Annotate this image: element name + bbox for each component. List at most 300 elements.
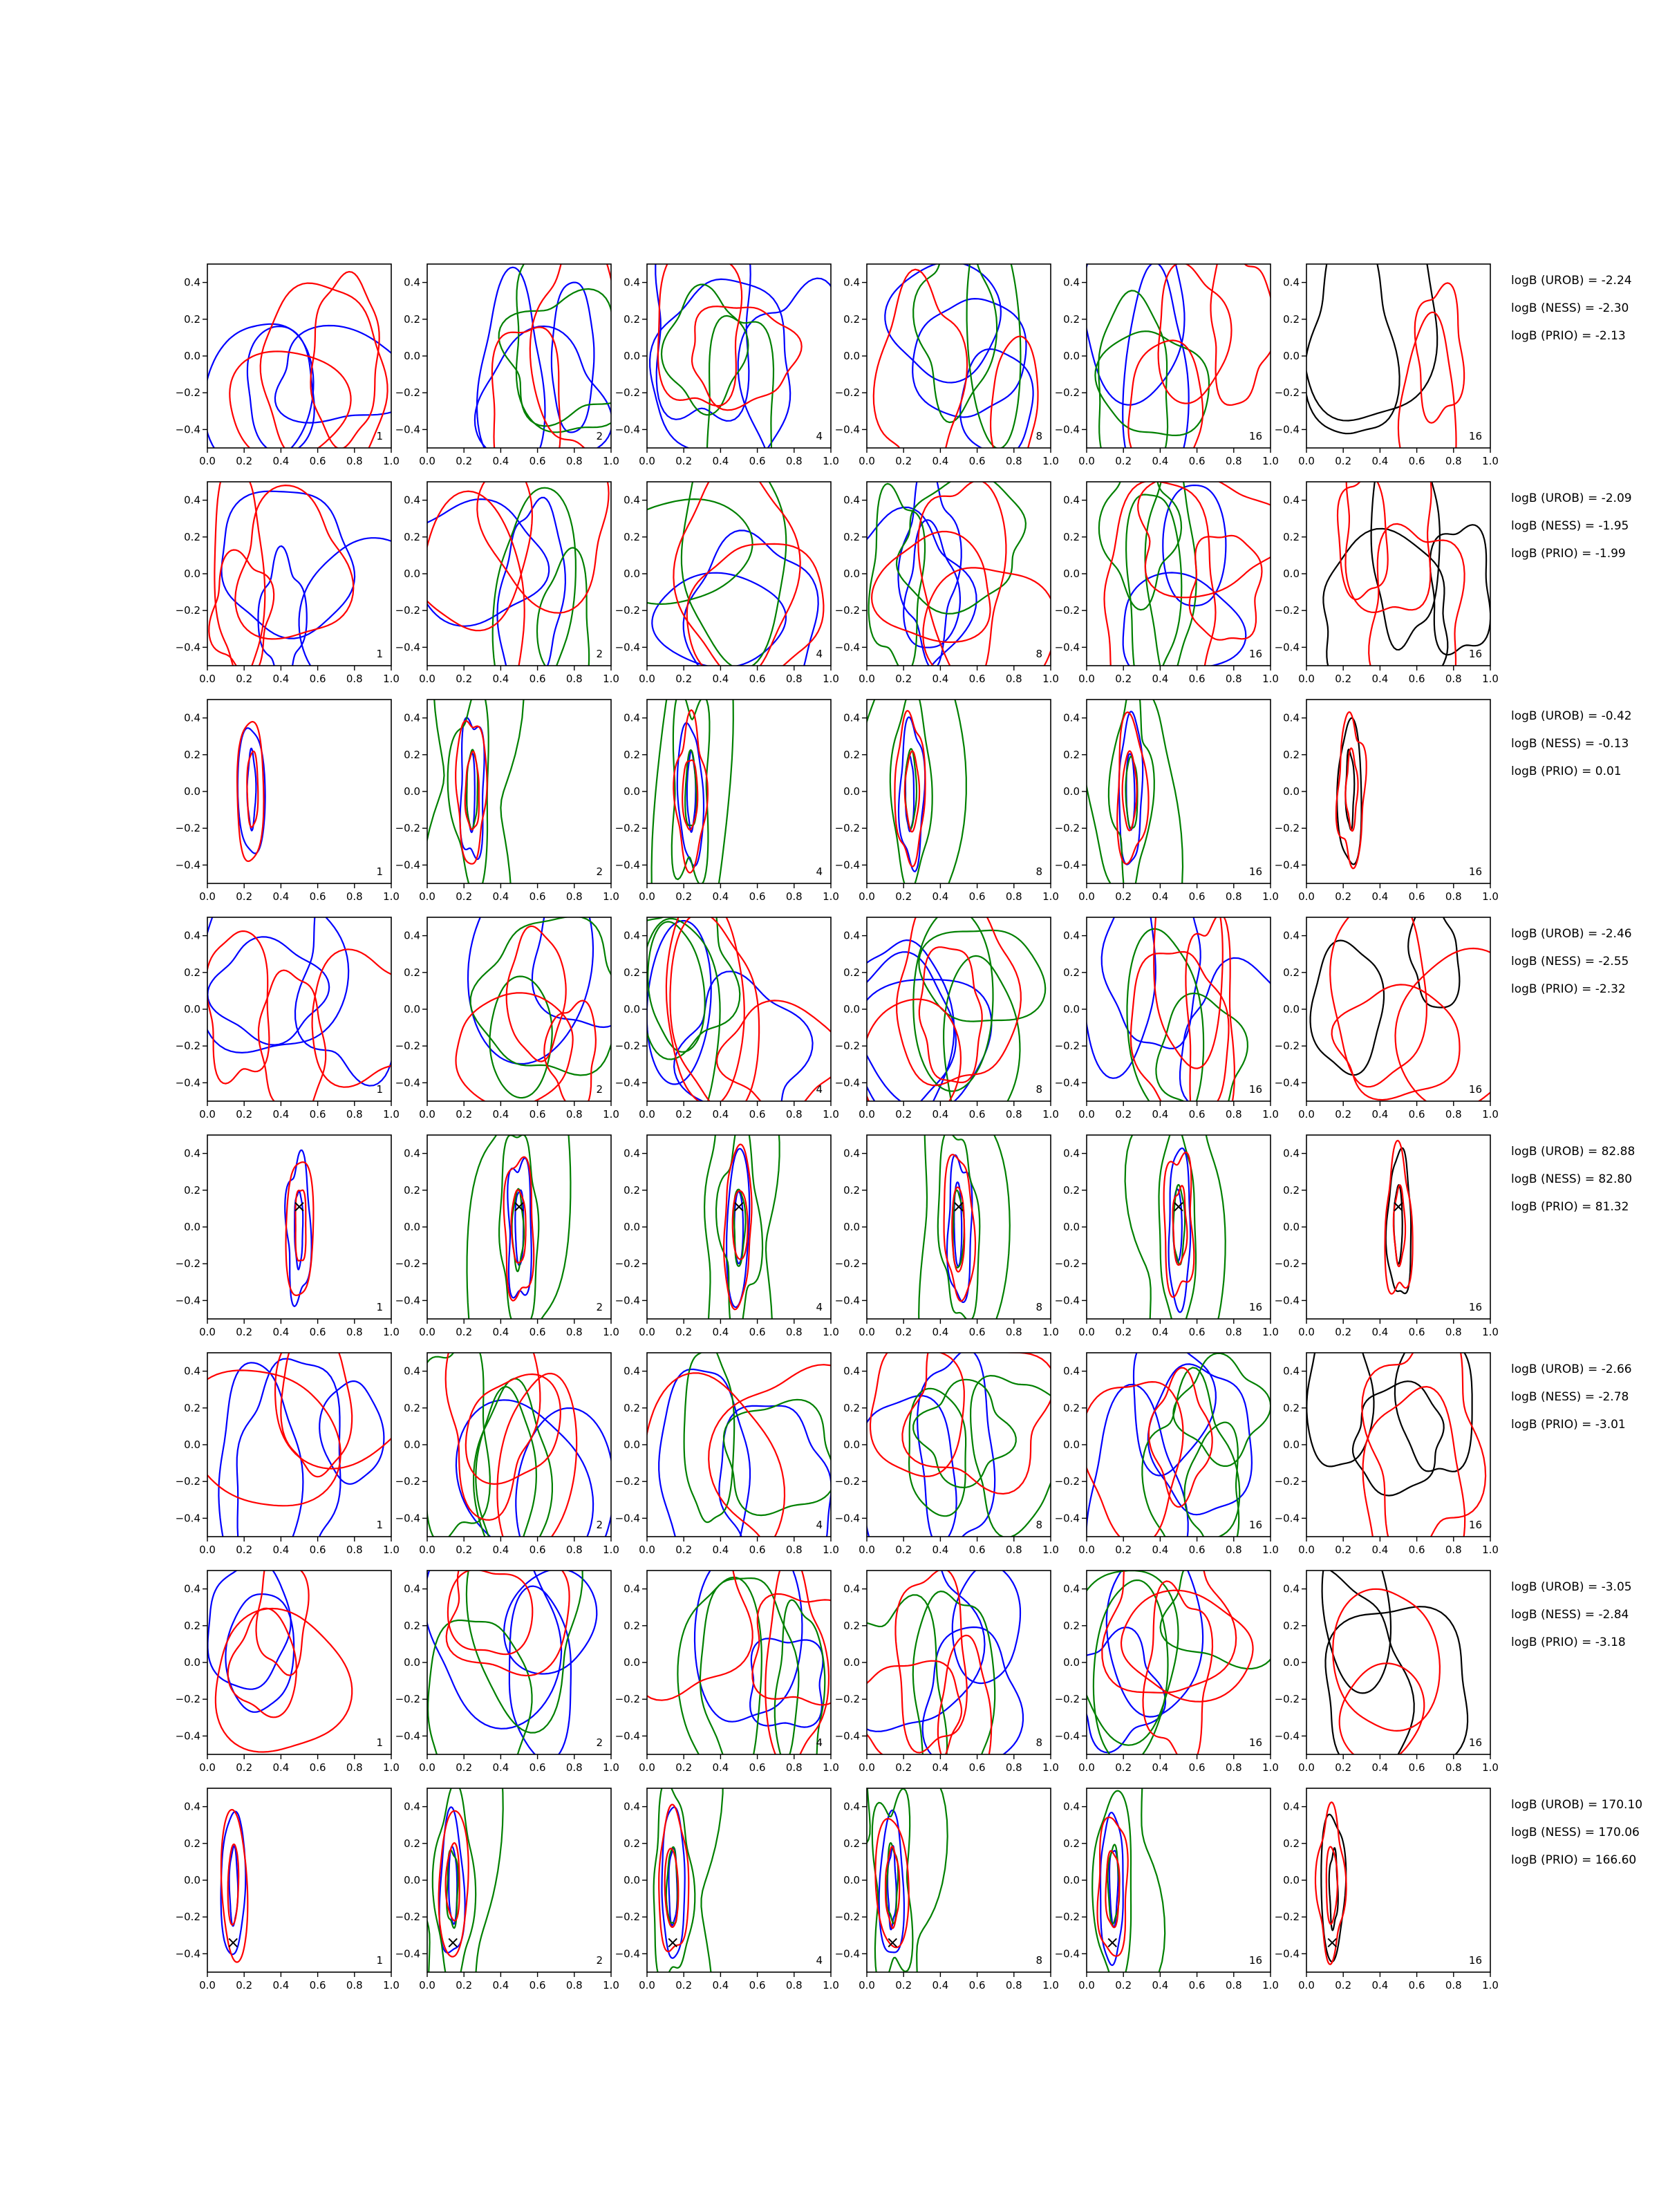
- x-tick-label: 0.6: [529, 673, 546, 685]
- y-tick-label: 0.0: [404, 568, 420, 580]
- x-tick-label: 0.4: [492, 890, 509, 903]
- x-tick-label: 0.0: [1298, 1108, 1315, 1121]
- y-tick-label: 0.0: [1283, 1221, 1300, 1233]
- x-tick-label: 0.8: [1005, 1544, 1022, 1556]
- y-tick-label: 0.4: [1283, 1582, 1300, 1595]
- contours-r5-c2: [467, 1058, 571, 1396]
- y-tick-label: −0.2: [175, 1911, 200, 1924]
- true-point-marker: [1328, 1938, 1336, 1947]
- contour-2-2: [1315, 1802, 1347, 1965]
- y-tick-label: −0.2: [615, 1040, 640, 1053]
- y-tick-label: 0.4: [843, 1147, 860, 1160]
- contour-2-2: [1127, 929, 1204, 1127]
- y-tick-label: 0.4: [624, 929, 640, 942]
- x-tick-label: 0.6: [309, 890, 326, 903]
- logb-annotation: logB (PRIO) = -2.32: [1511, 982, 1626, 996]
- y-tick-label: −0.2: [1274, 1257, 1300, 1271]
- x-tick-label: 1.0: [1262, 455, 1279, 467]
- x-tick-label: 0.6: [309, 1979, 326, 1991]
- y-tick-label: 0.4: [624, 1582, 640, 1595]
- contour-1-2: [647, 921, 711, 1085]
- x-tick-label: 0.0: [1078, 1979, 1095, 1991]
- y-tick-label: 0.2: [843, 1619, 860, 1632]
- y-tick-label: 0.4: [404, 494, 420, 507]
- panel-r8-c3: [615, 1696, 839, 2074]
- y-tick-label: 0.0: [1063, 1874, 1080, 1886]
- panel-r3-c6: [1275, 700, 1499, 903]
- y-tick-label: −0.2: [1274, 1040, 1300, 1053]
- contours-r8-c6: [1315, 1802, 1347, 1965]
- x-tick-label: 0.4: [712, 455, 729, 467]
- x-tick-label: 0.6: [749, 890, 766, 903]
- contour-2-3: [1125, 1013, 1226, 1427]
- x-tick-label: 0.8: [565, 890, 583, 903]
- panel-iteration-label: 16: [1468, 1954, 1482, 1967]
- x-tick-label: 0.0: [859, 1326, 875, 1338]
- logb-annotation: logB (PRIO) = 166.60: [1511, 1853, 1637, 1867]
- logb-annotation: logB (PRIO) = -3.18: [1511, 1635, 1626, 1649]
- y-tick-label: 0.0: [404, 1656, 420, 1669]
- y-tick-label: −0.4: [615, 1730, 640, 1743]
- x-tick-label: 1.0: [383, 1108, 400, 1121]
- x-tick-label: 0.4: [932, 890, 949, 903]
- y-tick-label: 0.4: [184, 1800, 200, 1813]
- y-tick-label: 0.2: [404, 1401, 420, 1414]
- y-tick-label: 0.4: [843, 1582, 860, 1595]
- x-tick-label: 1.0: [1042, 1761, 1059, 1774]
- x-tick-label: 0.8: [1005, 890, 1022, 903]
- y-tick-label: 0.4: [1283, 1800, 1300, 1813]
- panel-r7-c4: [835, 1524, 1059, 1817]
- x-tick-label: 0.4: [712, 673, 729, 685]
- panel-iteration-label: 1: [376, 1301, 383, 1313]
- x-tick-label: 0.2: [1115, 1761, 1132, 1774]
- contour-1-2: [1321, 1815, 1346, 1962]
- x-tick-label: 1.0: [1482, 1326, 1499, 1338]
- x-tick-label: 0.4: [272, 1544, 290, 1556]
- x-tick-label: 0.4: [492, 455, 509, 467]
- contour-1-1: [1394, 1185, 1402, 1264]
- y-tick-label: −0.4: [1054, 1512, 1080, 1525]
- x-tick-label: 0.6: [529, 1761, 546, 1774]
- y-tick-label: −0.2: [1274, 1475, 1300, 1488]
- y-tick-label: −0.2: [1054, 1475, 1080, 1488]
- y-tick-label: −0.2: [1274, 386, 1300, 400]
- y-tick-label: 0.2: [624, 1837, 640, 1850]
- x-tick-label: 0.2: [236, 1761, 253, 1774]
- x-tick-label: 0.2: [675, 1326, 693, 1338]
- y-tick-label: −0.2: [175, 1475, 200, 1488]
- y-tick-label: 0.2: [404, 1183, 420, 1197]
- contour-1-1: [1263, 1566, 1414, 1794]
- panel-r5-c3: [615, 990, 839, 1449]
- contour-2-2: [1340, 1663, 1425, 1763]
- contours-r1-c2: [475, 225, 635, 480]
- y-tick-label: 0.0: [843, 1221, 860, 1233]
- contours-r4-c6: [1311, 891, 1530, 1110]
- x-tick-label: 0.2: [456, 1326, 473, 1338]
- x-tick-label: 1.0: [1262, 1761, 1279, 1774]
- x-tick-label: 0.6: [1188, 1761, 1206, 1774]
- panel-r3-c1: [176, 700, 400, 903]
- x-tick-label: 1.0: [603, 673, 619, 685]
- x-tick-label: 0.0: [199, 1979, 216, 1991]
- y-tick-label: 0.0: [404, 1003, 420, 1015]
- y-tick-label: −0.2: [1054, 1040, 1080, 1053]
- contour-1-1: [222, 491, 355, 639]
- x-tick-label: 1.0: [603, 1108, 619, 1121]
- x-tick-label: 0.0: [1078, 1761, 1095, 1774]
- y-tick-label: −0.4: [615, 1947, 640, 1960]
- y-tick-label: 0.0: [624, 350, 640, 362]
- panel-r8-c2: [395, 1723, 619, 2117]
- panel-iteration-label: 1: [376, 1736, 383, 1749]
- y-tick-label: 0.0: [1283, 1874, 1300, 1886]
- x-tick-label: 0.4: [932, 1544, 949, 1556]
- y-tick-label: 0.4: [843, 494, 860, 507]
- y-tick-label: −0.4: [395, 1076, 420, 1089]
- y-tick-label: 0.2: [184, 1837, 200, 1850]
- y-tick-label: 0.4: [1283, 494, 1300, 507]
- x-tick-label: 0.0: [1298, 1544, 1315, 1556]
- y-tick-label: 0.0: [184, 1656, 200, 1669]
- y-tick-label: −0.2: [175, 1040, 200, 1053]
- contour-3-1: [918, 480, 1006, 687]
- panel-r5-c1: [176, 1135, 400, 1338]
- y-tick-label: 0.0: [843, 350, 860, 362]
- x-tick-label: 0.4: [712, 1979, 729, 1991]
- x-tick-label: 1.0: [1042, 673, 1059, 685]
- y-tick-label: 0.0: [184, 1003, 200, 1015]
- contour-1-1: [295, 874, 415, 1086]
- contour-3-1: [497, 1374, 577, 1562]
- y-tick-label: 0.0: [624, 568, 640, 580]
- contours-r2-c2: [397, 430, 609, 742]
- x-tick-label: 0.4: [1371, 1544, 1389, 1556]
- y-tick-label: −0.2: [1054, 1693, 1080, 1706]
- contour-3-3: [923, 568, 1056, 689]
- x-tick-label: 1.0: [823, 1326, 839, 1338]
- x-tick-label: 0.6: [968, 455, 986, 467]
- x-tick-label: 0.8: [785, 1326, 803, 1338]
- x-tick-label: 0.6: [968, 1544, 986, 1556]
- x-tick-label: 0.6: [529, 1979, 546, 1991]
- panel-r7-c2: [395, 1522, 619, 1809]
- axes-frame: [1087, 264, 1271, 448]
- x-tick-label: 0.8: [565, 1108, 583, 1121]
- y-tick-label: 0.4: [843, 276, 860, 289]
- logb-annotation: logB (NESS) = -0.13: [1511, 737, 1629, 751]
- x-tick-label: 0.6: [968, 890, 986, 903]
- panel-r3-c2: [395, 613, 619, 971]
- x-tick-label: 1.0: [603, 455, 619, 467]
- y-tick-label: −0.4: [175, 1512, 200, 1525]
- x-tick-label: 0.4: [1152, 890, 1169, 903]
- x-tick-label: 0.8: [1445, 1761, 1462, 1774]
- contour-2-1: [919, 930, 1045, 1022]
- contour-1-1: [899, 460, 962, 669]
- x-tick-label: 0.4: [1371, 673, 1389, 685]
- contours-r8-c3: [632, 1696, 723, 2074]
- y-tick-label: 0.4: [624, 1147, 640, 1160]
- y-tick-label: −0.4: [175, 859, 200, 872]
- x-tick-label: 0.0: [419, 1979, 435, 1991]
- x-tick-label: 0.8: [565, 1326, 583, 1338]
- y-tick-label: 0.4: [1063, 1147, 1080, 1160]
- contours-r8-c1: [221, 1810, 248, 1962]
- x-tick-label: 0.8: [1225, 1326, 1242, 1338]
- contour-1-1: [1346, 749, 1355, 830]
- y-tick-label: −0.4: [395, 1730, 420, 1743]
- y-tick-label: 0.0: [1283, 1438, 1300, 1451]
- contour-1-1: [923, 1627, 1023, 1772]
- x-tick-label: 0.2: [236, 455, 253, 467]
- x-tick-label: 0.0: [199, 1761, 216, 1774]
- axes-frame: [207, 700, 391, 883]
- y-tick-label: 0.0: [404, 1438, 420, 1451]
- x-tick-label: 0.0: [639, 1761, 655, 1774]
- panel-r4-c3: [615, 890, 843, 1138]
- x-tick-label: 0.4: [1371, 890, 1389, 903]
- y-tick-label: −0.2: [395, 1257, 420, 1271]
- contours-r2-c1: [209, 467, 424, 690]
- contour-2-3: [626, 890, 740, 1060]
- y-tick-label: −0.2: [1054, 386, 1080, 400]
- contour-1-1: [275, 326, 415, 423]
- x-tick-label: 0.0: [419, 890, 435, 903]
- x-tick-label: 0.0: [859, 1544, 875, 1556]
- x-tick-label: 0.6: [749, 1326, 766, 1338]
- x-tick-label: 0.2: [895, 1979, 912, 1991]
- panel-r1-c3: [615, 221, 842, 506]
- contour-2-3: [467, 1058, 571, 1396]
- x-tick-label: 0.8: [1225, 1979, 1242, 1991]
- contour-1-2: [218, 1362, 303, 1576]
- x-tick-label: 0.6: [749, 455, 766, 467]
- x-tick-label: 0.4: [932, 1979, 949, 1991]
- contour-2-2: [428, 1620, 532, 1809]
- panel-iteration-label: 16: [1248, 648, 1262, 660]
- contour-1-3: [247, 326, 315, 453]
- y-tick-label: 0.2: [843, 748, 860, 761]
- y-tick-label: 0.2: [404, 1837, 420, 1850]
- y-tick-label: 0.4: [624, 711, 640, 724]
- x-tick-label: 0.6: [749, 1761, 766, 1774]
- x-tick-label: 0.0: [1078, 673, 1095, 685]
- x-tick-label: 0.0: [859, 1979, 875, 1991]
- panel-iteration-label: 16: [1248, 1301, 1262, 1313]
- y-tick-label: 0.0: [843, 1656, 860, 1669]
- y-tick-label: −0.4: [615, 1076, 640, 1089]
- y-tick-label: 0.4: [1063, 494, 1080, 507]
- contours-r1-c1: [204, 272, 415, 474]
- y-tick-label: −0.4: [1054, 423, 1080, 436]
- y-tick-label: 0.2: [843, 1401, 860, 1414]
- y-tick-label: 0.2: [184, 1401, 200, 1414]
- y-tick-label: 0.4: [1063, 711, 1080, 724]
- x-tick-label: 0.8: [1225, 1761, 1242, 1774]
- x-tick-label: 0.6: [309, 1761, 326, 1774]
- x-tick-label: 0.8: [1225, 1544, 1242, 1556]
- x-tick-label: 0.6: [1188, 1326, 1206, 1338]
- contour-1-1: [1304, 228, 1399, 433]
- y-tick-label: 0.0: [1063, 1003, 1080, 1015]
- y-tick-label: −0.4: [834, 1947, 860, 1960]
- x-tick-label: 0.0: [199, 1544, 216, 1556]
- panel-r6-c3: [615, 1347, 864, 1597]
- y-tick-label: 0.0: [1283, 350, 1300, 362]
- logb-annotation: logB (PRIO) = -3.01: [1511, 1418, 1626, 1432]
- x-tick-label: 0.2: [456, 673, 473, 685]
- x-tick-label: 0.4: [272, 1326, 290, 1338]
- x-tick-label: 0.4: [712, 1326, 729, 1338]
- y-tick-label: −0.4: [175, 1294, 200, 1307]
- logb-annotation: logB (NESS) = -2.30: [1511, 301, 1629, 315]
- panel-iteration-label: 16: [1248, 1736, 1262, 1749]
- y-tick-label: 0.2: [1283, 1837, 1300, 1850]
- x-tick-label: 0.8: [565, 1761, 583, 1774]
- contour-3-2: [671, 913, 760, 1114]
- panel-iteration-label: 8: [1035, 1736, 1042, 1749]
- y-tick-label: −0.4: [834, 423, 860, 436]
- y-tick-label: −0.2: [1274, 604, 1300, 617]
- contour-1-1: [1107, 1543, 1203, 1716]
- x-tick-label: 0.2: [236, 1979, 253, 1991]
- y-tick-label: 0.2: [1283, 312, 1300, 326]
- x-tick-label: 0.6: [968, 673, 986, 685]
- panel-r6-c1: [176, 1322, 417, 1586]
- y-tick-label: 0.4: [624, 276, 640, 289]
- panel-r6-c6: [1275, 1318, 1499, 1604]
- contours-r2-c5: [1099, 445, 1293, 731]
- x-tick-label: 1.0: [603, 1544, 619, 1556]
- contours-r7-c1: [208, 1550, 353, 1752]
- y-tick-label: 0.4: [184, 494, 200, 507]
- panel-iteration-label: 4: [816, 430, 823, 442]
- x-tick-label: 0.2: [236, 1326, 253, 1338]
- panel-iteration-label: 8: [1035, 865, 1042, 878]
- contour-1-2: [1067, 1627, 1165, 1752]
- y-tick-label: 0.0: [624, 1003, 640, 1015]
- panel-r4-c6: [1275, 891, 1530, 1121]
- y-tick-label: 0.0: [843, 1003, 860, 1015]
- y-tick-label: −0.2: [615, 604, 640, 617]
- x-tick-label: 0.2: [675, 1979, 693, 1991]
- x-tick-label: 0.0: [859, 1108, 875, 1121]
- y-tick-label: 0.0: [1063, 785, 1080, 798]
- x-tick-label: 1.0: [1482, 1979, 1499, 1991]
- panel-r5-c6: [1275, 1135, 1499, 1338]
- panel-r7-c6: [1263, 1525, 1499, 1794]
- logb-annotation: logB (UROB) = -3.05: [1511, 1580, 1632, 1594]
- y-tick-label: 0.0: [843, 1874, 860, 1886]
- x-tick-label: 1.0: [823, 890, 839, 903]
- y-tick-label: 0.2: [184, 1619, 200, 1632]
- contour-1-2: [1080, 854, 1156, 1078]
- x-tick-label: 0.6: [968, 1326, 986, 1338]
- x-tick-label: 0.6: [1408, 1108, 1425, 1121]
- logb-annotation: logB (UROB) = -2.24: [1511, 274, 1632, 288]
- x-tick-label: 0.6: [1188, 1544, 1206, 1556]
- y-tick-label: −0.2: [834, 1693, 860, 1706]
- panel-iteration-label: 2: [596, 430, 603, 442]
- contour-1-2: [1326, 1606, 1468, 1775]
- axes-frame: [647, 482, 831, 666]
- y-tick-label: −0.4: [834, 1294, 860, 1307]
- contour-1-3: [1353, 1381, 1444, 1495]
- panel-iteration-label: 16: [1468, 1519, 1482, 1531]
- x-tick-label: 0.2: [895, 1108, 912, 1121]
- x-tick-label: 0.6: [529, 455, 546, 467]
- y-tick-label: 0.4: [184, 1147, 200, 1160]
- y-tick-label: −0.2: [395, 822, 420, 835]
- x-tick-label: 0.0: [199, 673, 216, 685]
- x-tick-label: 0.8: [346, 455, 363, 467]
- x-tick-label: 0.2: [675, 1761, 693, 1774]
- x-tick-label: 0.0: [199, 1108, 216, 1121]
- contour-2-3: [1080, 597, 1183, 984]
- contour-3-3: [717, 1000, 843, 1112]
- panel-iteration-label: 8: [1035, 1954, 1042, 1967]
- x-tick-label: 1.0: [1042, 890, 1059, 903]
- x-tick-label: 0.0: [1078, 1326, 1095, 1338]
- x-tick-label: 0.8: [1445, 1544, 1462, 1556]
- x-tick-label: 1.0: [383, 1979, 400, 1991]
- panel-r6-c2: [395, 1311, 619, 1589]
- contours-r1-c6: [1295, 209, 1464, 486]
- x-tick-label: 0.0: [859, 673, 875, 685]
- x-tick-label: 0.8: [565, 455, 583, 467]
- y-tick-label: 0.4: [843, 1800, 860, 1813]
- y-tick-label: −0.2: [175, 604, 200, 617]
- x-tick-label: 0.4: [492, 1108, 509, 1121]
- y-tick-label: 0.4: [1063, 929, 1080, 942]
- panel-r8-c5: [1055, 1693, 1279, 2094]
- y-tick-label: 0.0: [1063, 1656, 1080, 1669]
- y-tick-label: 0.4: [184, 929, 200, 942]
- contour-2-1: [1415, 283, 1464, 422]
- y-tick-label: −0.2: [834, 604, 860, 617]
- logb-annotation: logB (UROB) = -2.09: [1511, 491, 1632, 505]
- x-tick-label: 0.2: [1115, 1108, 1132, 1121]
- y-tick-label: −0.2: [175, 1257, 200, 1271]
- y-tick-label: 0.2: [843, 312, 860, 326]
- y-tick-label: 0.4: [1063, 1365, 1080, 1378]
- y-tick-label: 0.4: [404, 929, 420, 942]
- x-tick-label: 0.2: [456, 455, 473, 467]
- x-tick-label: 0.4: [1371, 1979, 1389, 1991]
- panel-iteration-label: 1: [376, 648, 383, 660]
- x-tick-label: 0.0: [419, 1761, 435, 1774]
- panel-r7-c3: [608, 1526, 848, 1793]
- x-tick-label: 0.4: [712, 1544, 729, 1556]
- x-tick-label: 0.8: [346, 1108, 363, 1121]
- x-tick-label: 0.8: [1225, 890, 1242, 903]
- panel-iteration-label: 2: [596, 1736, 603, 1749]
- x-tick-label: 0.2: [1335, 1108, 1352, 1121]
- x-tick-label: 0.4: [492, 1761, 509, 1774]
- x-tick-label: 0.8: [785, 1979, 803, 1991]
- y-tick-label: 0.0: [404, 350, 420, 362]
- logb-annotation: logB (NESS) = 170.06: [1511, 1826, 1640, 1839]
- logb-annotation: logB (UROB) = -0.42: [1511, 709, 1632, 723]
- contour-2-2: [216, 1609, 352, 1752]
- x-tick-label: 0.2: [1335, 1979, 1352, 1991]
- x-tick-label: 0.2: [1115, 455, 1132, 467]
- x-tick-label: 0.2: [1335, 1761, 1352, 1774]
- panel-iteration-label: 4: [816, 1301, 823, 1313]
- panel-r8-c4: [835, 1656, 1059, 2117]
